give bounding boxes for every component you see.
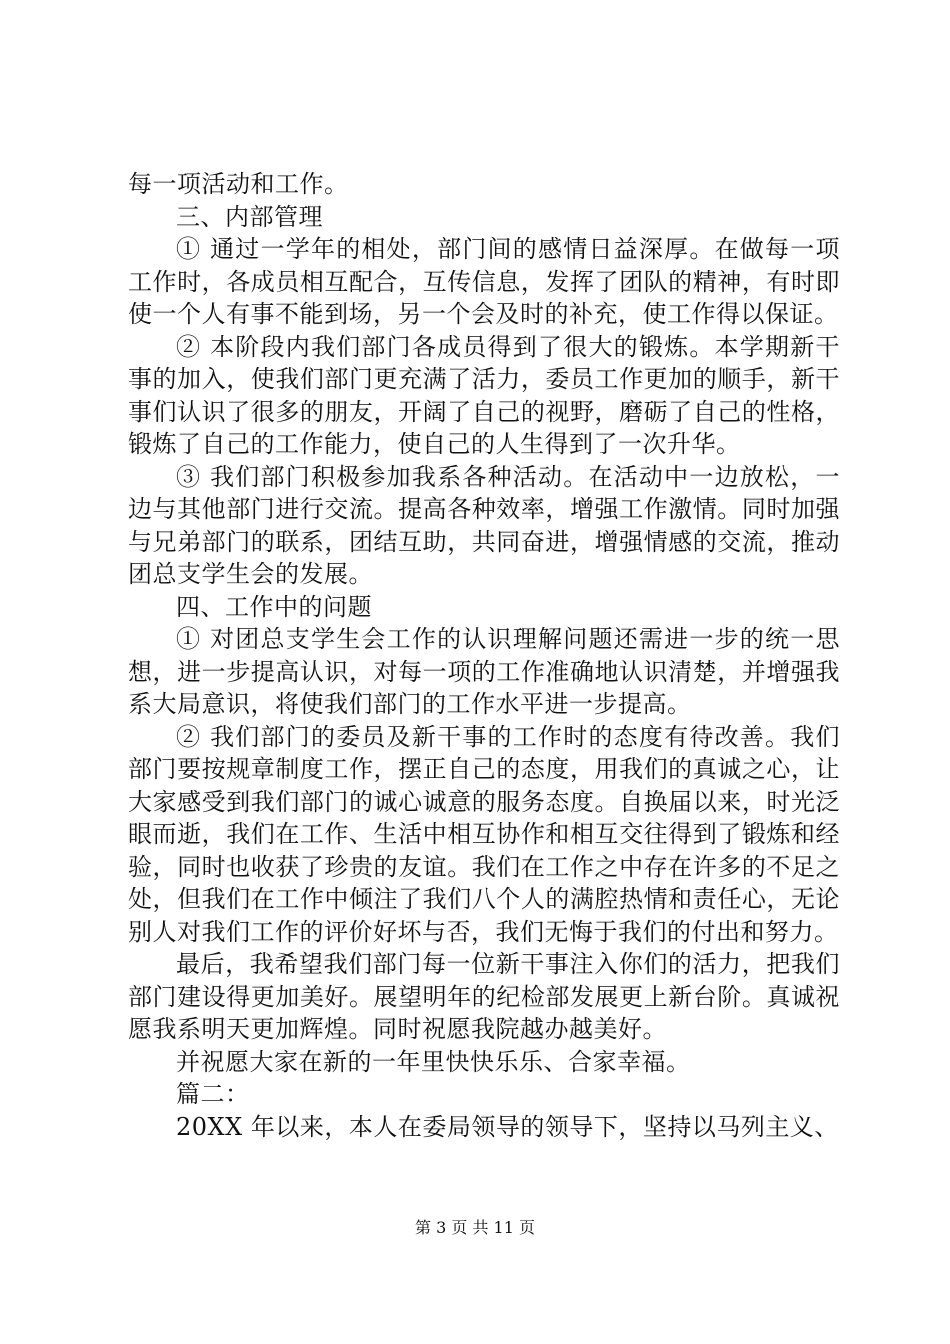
paragraph-problem-1: ① 对团总支学生会工作的认识理解问题还需进一步的统一思想，进一步提高认识，对每一项的工作准确地认识清楚，并增强我系大局意识，将使我们部门的工作水平进一步提高。 bbox=[128, 625, 840, 718]
paragraph-continuation: 每一项活动和工作。 bbox=[128, 170, 349, 198]
paragraph-item-1: ① 通过一学年的相处，部门间的感情日益深厚。在做每一项工作时，各成员相互配合，互传信息，发挥了团队的精神，有时即使一个人有事不能到场，另一个会及时的补充，使工作得以保证。 bbox=[128, 235, 840, 328]
page-footer: 第 3 页 共 11 页 bbox=[415, 1218, 535, 1237]
section-heading-internal-management: 三、内部管理 bbox=[176, 202, 323, 231]
document-body bbox=[128, 168, 840, 1143]
paragraph-conclusion: 最后，我希望我们部门每一位新干事注入你们的活力，把我们部门建设得更加美好。展望明年的纪检部发展更上新台阶。真诚祝愿我系明天更加辉煌。同时祝愿我院越办越美好。 bbox=[128, 950, 840, 1043]
paragraph-problem-2: ② 我们部门的委员及新干事的工作时的态度有待改善。我们部门要按规章制度工作，摆正自己的态度，用我们的真诚之心，让大家感受到我们部门的诚心诚意的服务态度。自换届以来，时光泛眼而逝，我们在工作、生活中相互协作和相互交往得到了锻炼和经验，同时也收获了珍贵的友谊。我们在工作之中存在许多的不足之处，但我们在工作中倾注了我们八个人的满腔热情和责任心，无论别人对我们工作的评价好坏与否，我们无悔于我们的付出和努力。 bbox=[128, 722, 840, 946]
section-heading-problems: 四、工作中的问题 bbox=[176, 592, 372, 621]
paragraph-wishes: 并祝愿大家在新的一年里快快乐乐、合家幸福。 bbox=[176, 1047, 691, 1076]
paragraph-item-2: ② 本阶段内我们部门各成员得到了很大的锻炼。本学期新干事的加入，使我们部门更充满了活力，委员工作更加的顺手，新干事们认识了很多的朋友，开阔了自己的视野，磨砺了自己的性格，锻炼了自己的工作能力，使自己的人生得到了一次升华。 bbox=[128, 332, 840, 458]
paragraph-part-two-intro: 20XX 年以来，本人在委局领导的领导下，坚持以马列主义、 bbox=[176, 1112, 839, 1141]
section-heading-part-two: 篇二： bbox=[176, 1080, 250, 1108]
paragraph-item-3: ③ 我们部门积极参加我系各种活动。在活动中一边放松，一边与其他部门进行交流。提高各种效率，增强工作激情。同时加强与兄弟部门的联系，团结互助，共同奋进，增强情感的交流，推动团总支学生会的发展。 bbox=[128, 462, 840, 588]
